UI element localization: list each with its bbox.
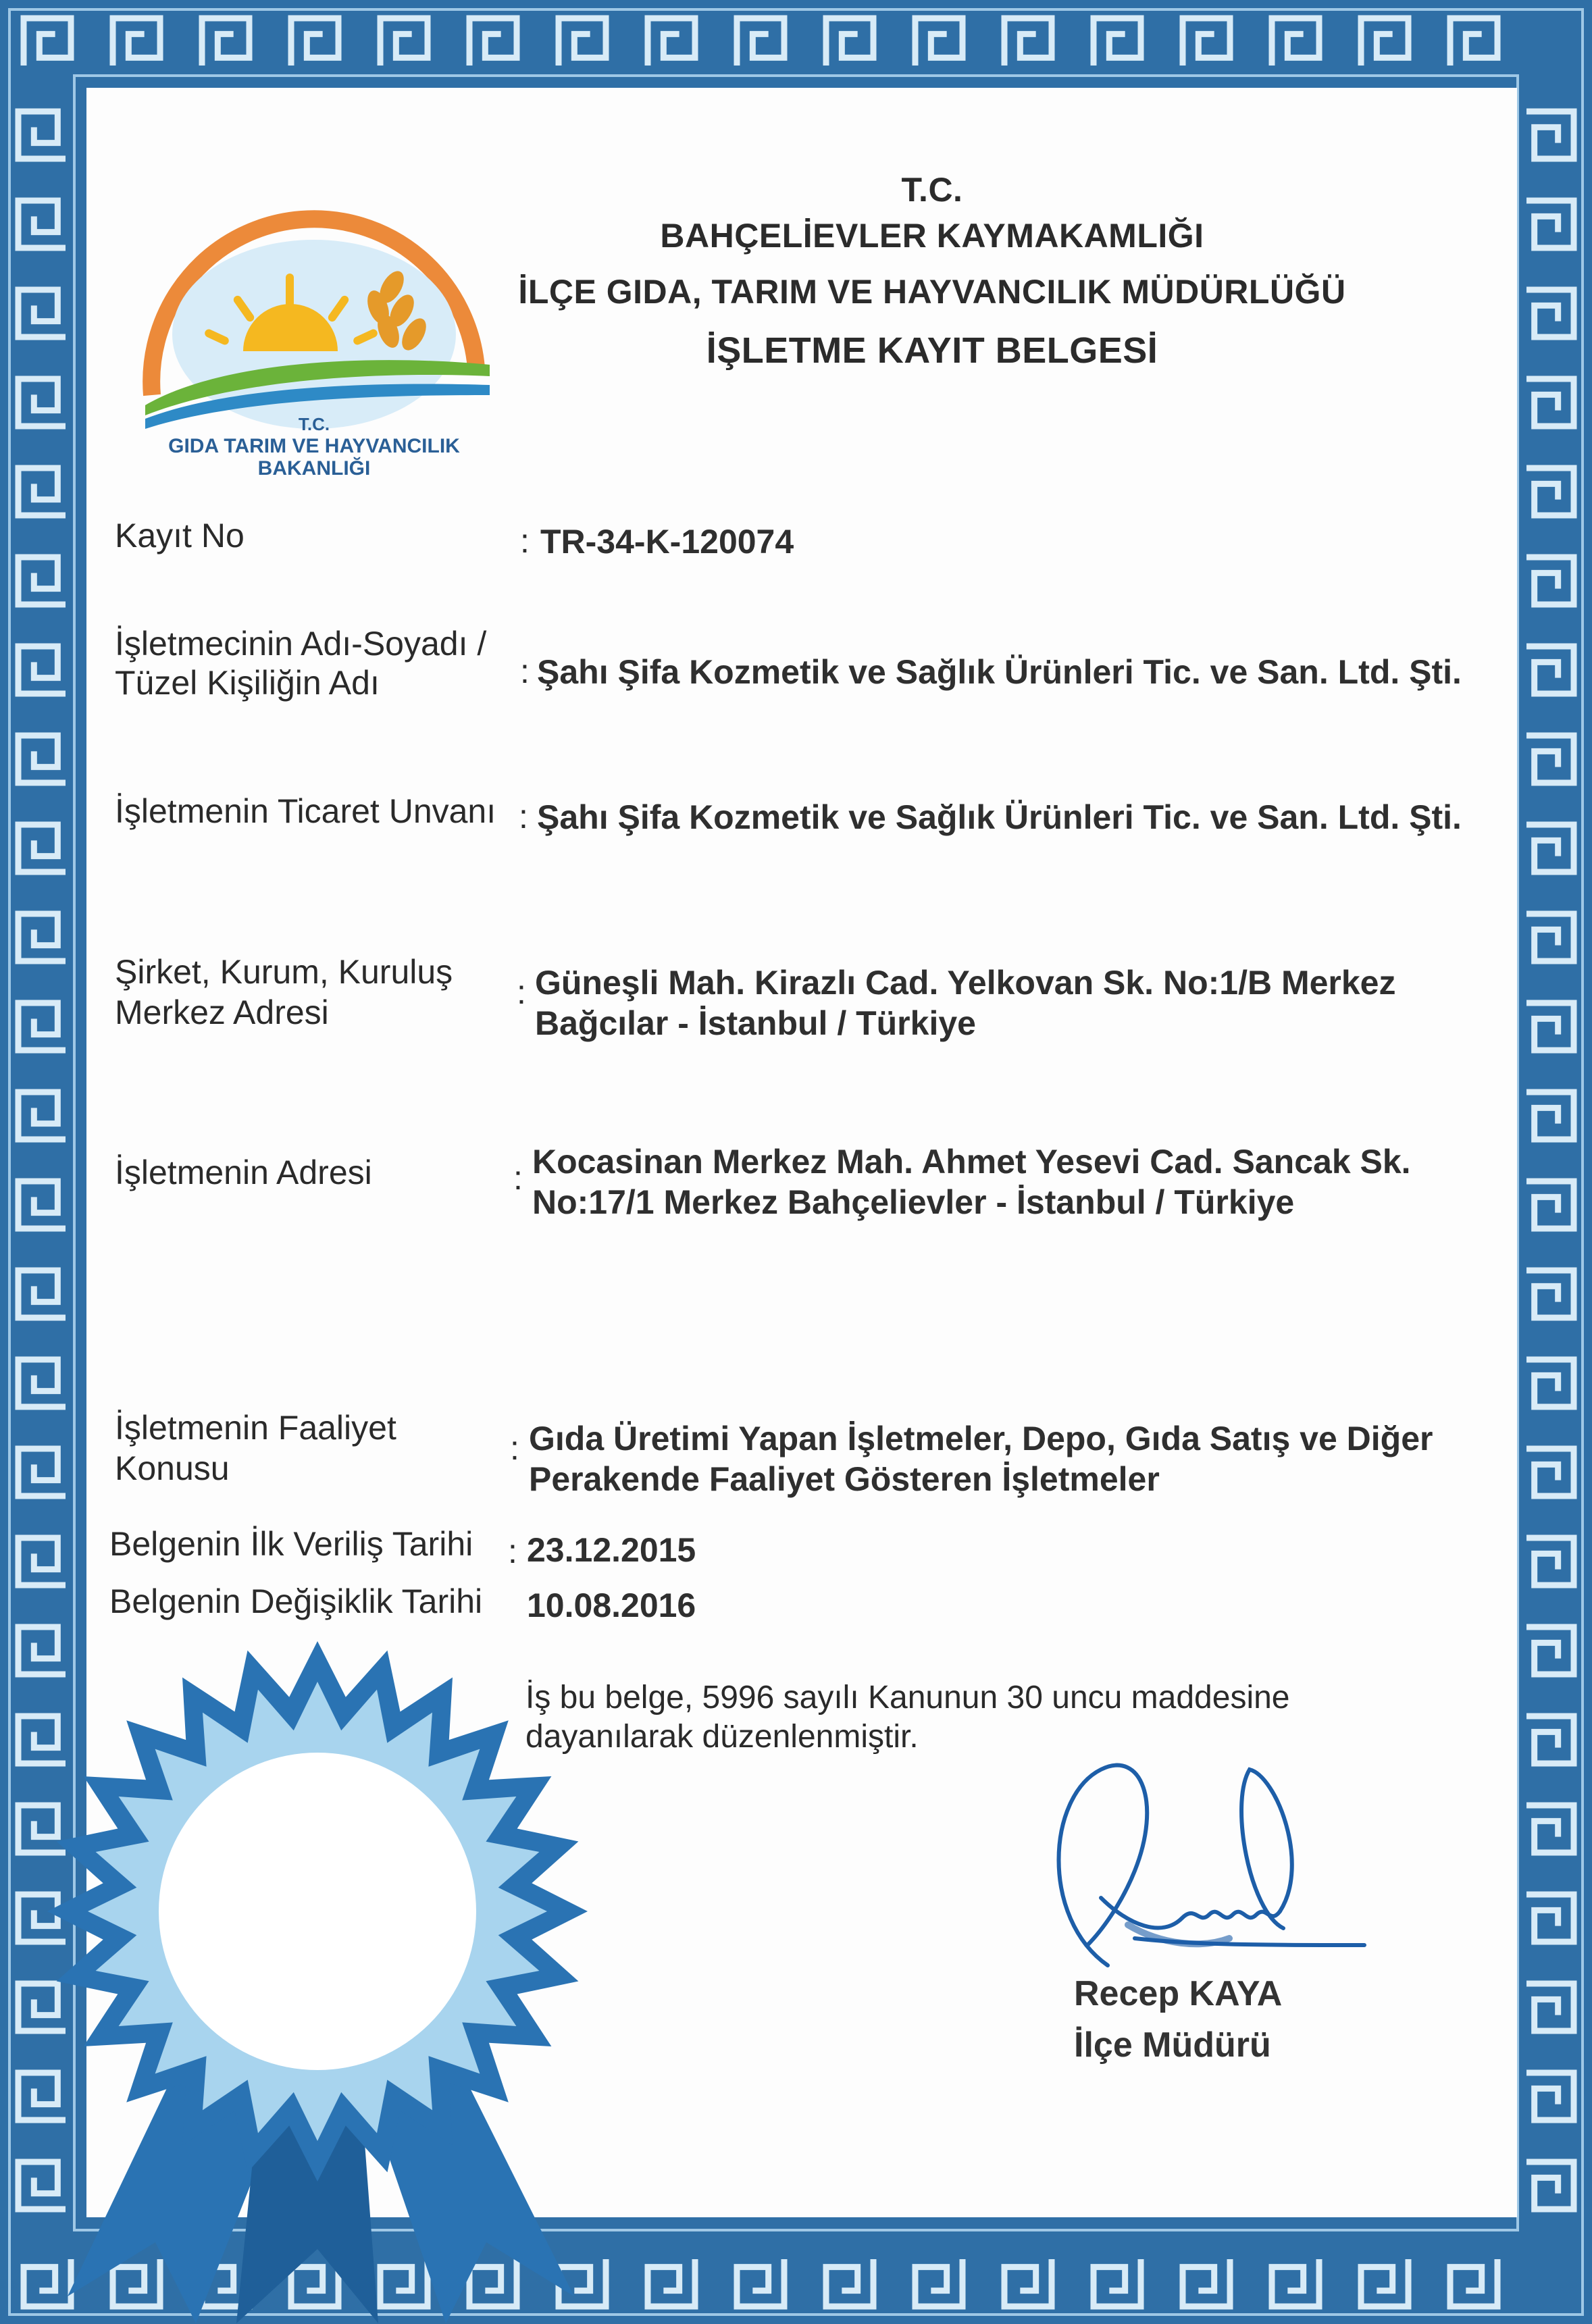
isletme-adres-value-1: Kocasinan Merkez Mah. Ahmet Yesevi Cad. Sancak Sk.	[532, 1143, 1411, 1181]
signatory-name: Recep KAYA	[1074, 1974, 1283, 2013]
colon: :	[517, 973, 526, 1011]
merkez-adres-label-1: Şirket, Kurum, Kuruluş	[115, 953, 453, 991]
faaliyet-label-2: Konusu	[115, 1449, 230, 1487]
faaliyet-label-1: İşletmenin Faaliyet	[115, 1409, 396, 1447]
legal-note-line2: dayanılarak düzenlenmiştir.	[525, 1719, 919, 1755]
rosette-seal-icon	[41, 1594, 594, 2323]
isletme-adres-label: İşletmenin Adresi	[115, 1154, 372, 1191]
colon: :	[519, 798, 528, 835]
isletmeci-label-2: Tüzel Kişiliğin Adı	[115, 664, 380, 702]
colon: :	[510, 1429, 519, 1467]
faaliyet-value-2: Perakende Faaliyet Gösteren İşletmeler	[529, 1460, 1160, 1498]
colon: :	[520, 652, 530, 690]
ilk-verilis-label: Belgenin İlk Veriliş Tarihi	[109, 1525, 473, 1563]
isletme-adres-value-2: No:17/1 Merkez Bahçelievler - İstanbul / Türkiye	[532, 1183, 1295, 1221]
header-kaymakamlik: BAHÇELİEVLER KAYMAKAMLIĞI	[660, 217, 1204, 255]
signatory-title: İlçe Müdürü	[1074, 2025, 1271, 2065]
merkez-adres-value-2: Bağcılar - İstanbul / Türkiye	[535, 1004, 976, 1042]
degisiklik-label: Belgenin Değişiklik Tarihi	[109, 1582, 483, 1620]
legal-note-line1: İş bu belge, 5996 sayılı Kanunun 30 uncu maddesine	[525, 1680, 1290, 1715]
merkez-adres-label-2: Merkez Adresi	[115, 993, 329, 1031]
header-tc: T.C.	[901, 171, 963, 209]
ilk-verilis-value: 23.12.2015	[527, 1531, 696, 1569]
kayit-no-value: TR-34-K-120074	[540, 523, 794, 561]
logo-line3: BAKANLIĞI	[257, 457, 371, 480]
document-title: İŞLETME KAYIT BELGESİ	[706, 330, 1158, 371]
ticaret-unvani-value: Şahı Şifa Kozmetik ve Sağlık Ürünleri Tic. ve San. Ltd. Şti.	[537, 798, 1462, 836]
isletmeci-label-1: İşletmecinin Adı-Soyadı /	[115, 625, 487, 663]
faaliyet-value-1: Gıda Üretimi Yapan İşletmeler, Depo, Gıda Satış ve Diğer	[529, 1420, 1433, 1457]
colon: :	[513, 1159, 523, 1197]
isletmeci-value: Şahı Şifa Kozmetik ve Sağlık Ürünleri Tic. ve San. Ltd. Şti.	[537, 653, 1462, 691]
logo-line2: GIDA TARIM VE HAYVANCILIK	[168, 435, 460, 457]
ticaret-unvani-label: İşletmenin Ticaret Unvanı	[115, 792, 496, 830]
ministry-logo	[125, 192, 503, 503]
logo-line1: T.C.	[298, 414, 330, 434]
colon: :	[520, 522, 530, 560]
header-mudurluk: İLÇE GIDA, TARIM VE HAYVANCILIK MÜDÜRLÜĞÜ	[518, 273, 1346, 311]
degisiklik-value: 10.08.2016	[527, 1586, 696, 1624]
colon: :	[508, 1532, 517, 1570]
merkez-adres-value-1: Güneşli Mah. Kirazlı Cad. Yelkovan Sk. No:1/B Merkez	[535, 964, 1396, 1002]
signature-icon	[1027, 1742, 1378, 2006]
kayit-no-label: Kayıt No	[115, 517, 245, 554]
